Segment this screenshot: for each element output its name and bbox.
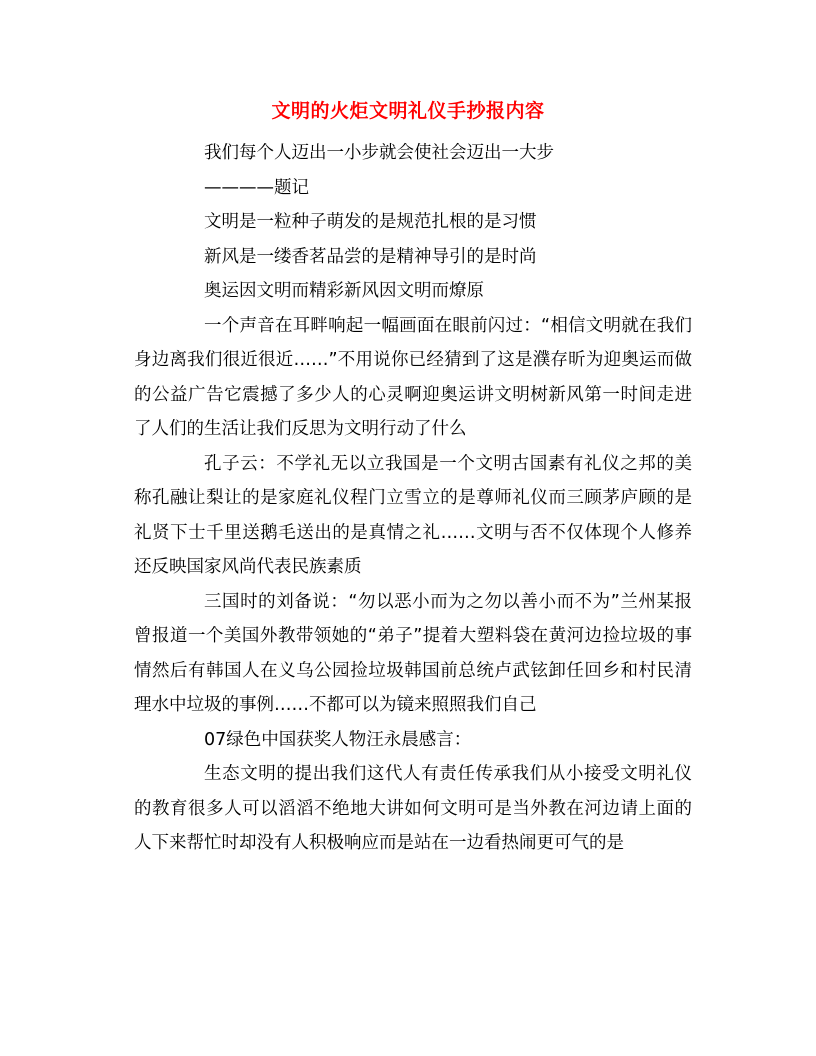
paragraph-confucius: 孔子云：不学礼无以立我国是一个文明古国素有礼仪之邦的美称孔融让梨让的是家庭礼仪程门立雪立的是尊师礼仪而三顾茅庐顾的是礼贤下士千里送鹅毛送出的是真情之礼……文明与否不仅体现个人修养还反映国家风尚代表民族素质	[134, 453, 692, 577]
paragraph-liubei: 三国时的刘备说：“勿以恶小而为之勿以善小而不为”兰州某报曾报道一个美国外教带领她的“弟子”提着大塑料袋在黄河边捡垃圾的事情然后有韩国人在义乌公园捡垃圾韩国前总统卢武铉卸任回乡和村民清理水中垃圾的事例……不都可以为镜来照照我们自己	[134, 591, 692, 715]
paragraph-voice: 一个声音在耳畔响起一幅画面在眼前闪过：“相信文明就在我们身边离我们很近很近……”不用说你已经猜到了这是濮存昕为迎奥运而做的公益广告它震撼了多少人的心灵啊迎奥运讲文明树新风第一时间走进了人们的生活让我们反思为文明行动了什么	[134, 315, 692, 439]
paragraph-verse-2: 新风是一缕香茗品尝的是精神导引的是时尚	[204, 246, 537, 267]
paragraph-ecology: 生态文明的提出我们这代人有责任传承我们从小接受文明礼仪的教育很多人可以滔滔不绝地大讲如何文明可是当外教在河边请上面的人下来帮忙时却没有人积极响应而是站在一边看热闹更可气的是	[134, 764, 692, 853]
paragraph-epigraph-attribution: ————题记	[204, 177, 309, 198]
paragraph-verse-3: 奥运因文明而精彩新风因文明而燎原	[204, 281, 484, 301]
paragraph-verse-1: 文明是一粒种子萌发的是规范扎根的是习惯	[204, 212, 537, 232]
paragraph-award: 07绿色中国获奖人物汪永晨感言：	[204, 729, 472, 750]
document-body	[134, 136, 692, 861]
document-title: 文明的火炬文明礼仪手抄报内容	[271, 100, 545, 122]
paragraph-epigraph: 我们每个人迈出一小步就会使社会迈出一大步	[204, 143, 554, 163]
